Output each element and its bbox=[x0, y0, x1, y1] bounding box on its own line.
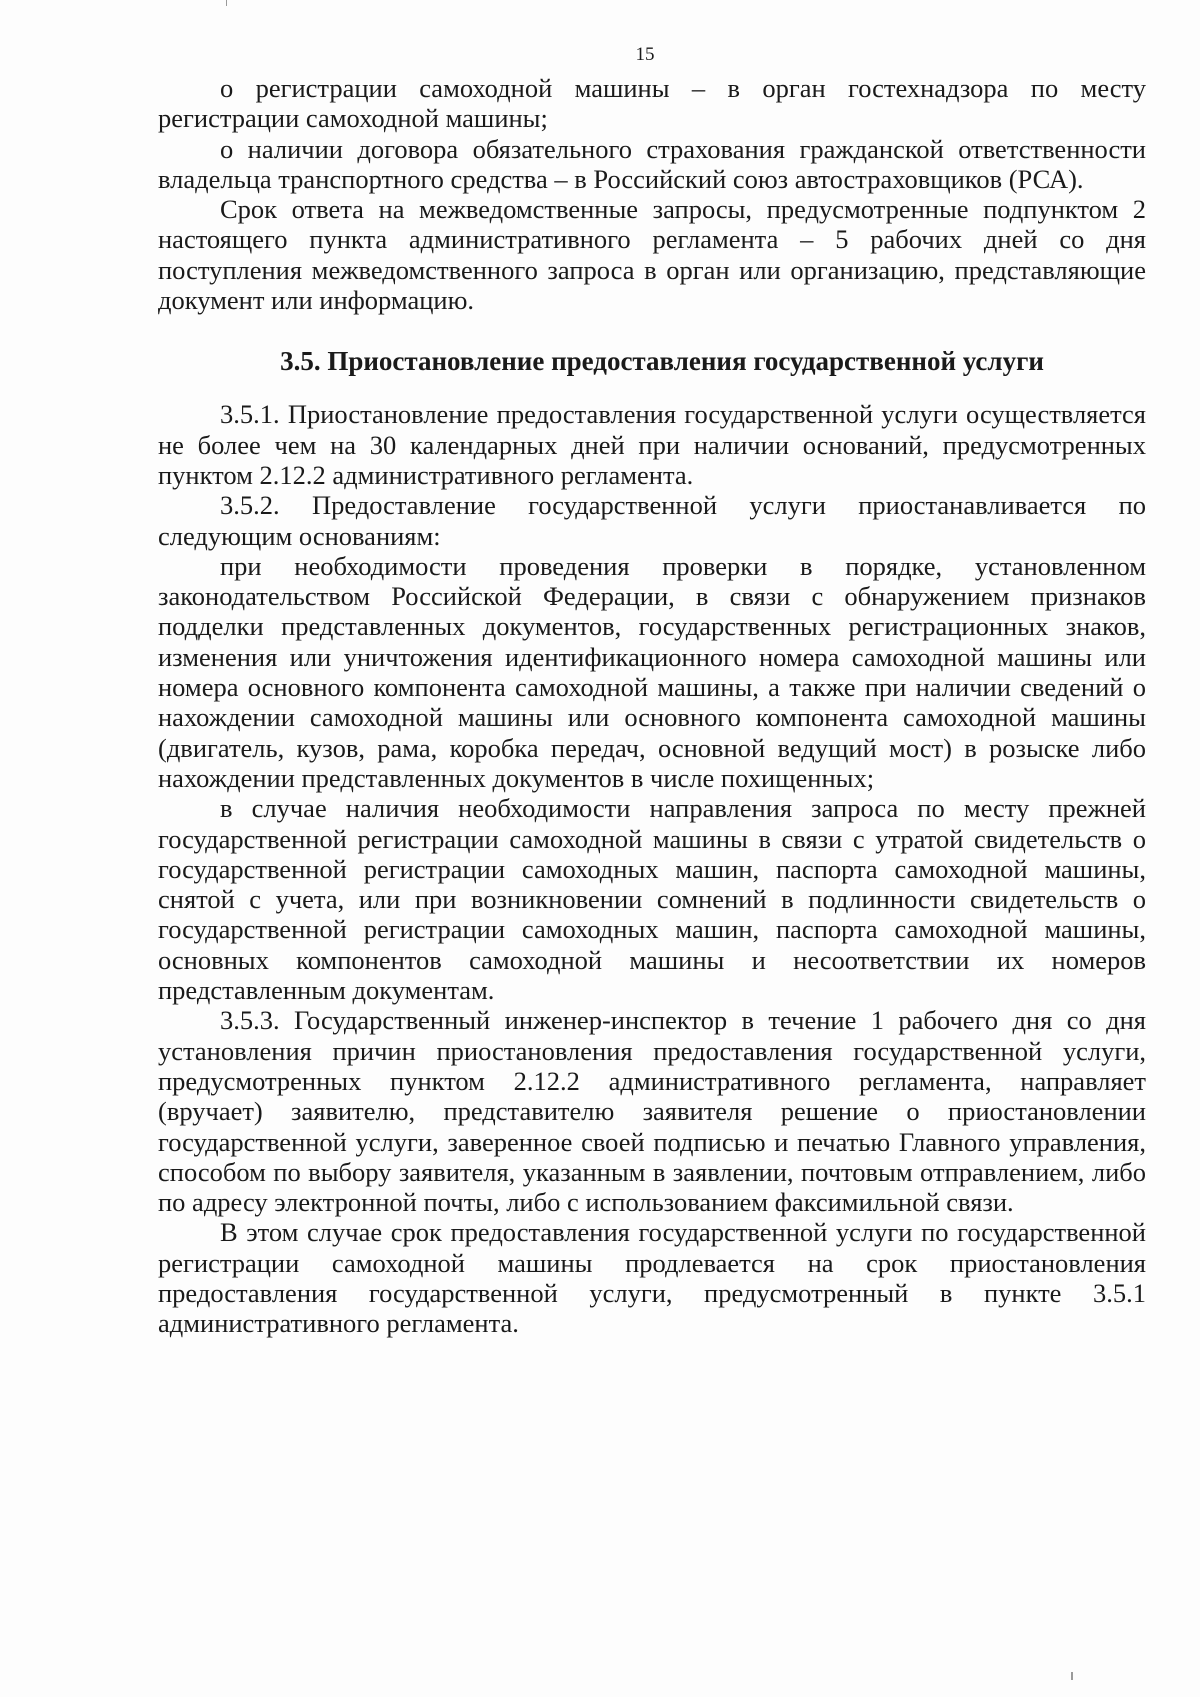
scan-mark bbox=[226, 0, 227, 6]
page-number: 15 bbox=[635, 44, 655, 65]
section-heading: 3.5. Приостановление предоставления государственной услуги bbox=[280, 346, 1044, 377]
paragraph-ground-request: в случае наличия необходимости направления запроса по месту прежней государственной регистрации самоходной машины в связи с утратой свидетельств о государственной регистрации самоходных машин, паспорта самоходной машины, снятой с учета, или при возникновении сомнений в подлинности свидетельств о государственной регистрации самоходных машин, паспорта самоходной машины, основных компонентов самоходной машины и несоответствии их номеров представленным документам. bbox=[158, 793, 1146, 1006]
document-body bbox=[158, 73, 1146, 1339]
paragraph-3-5-2: 3.5.2. Предоставление государственной услуги приостанавливается по следующим основаниям: bbox=[158, 490, 1146, 551]
paragraph-3-5-3: 3.5.3. Государственный инженер-инспектор в течение 1 рабочего дня со дня установления причин приостановления предоставления государственной услуги, предусмотренных пунктом 2.12.2 административного регламента, направляет (вручает) заявителю, представителю заявителя решение о приостановлении государственной услуги, заверенное своей подписью и печатью Главного управления, способом по выбору заявителя, указанным в заявлении, почтовым отправлением, либо по адресу электронной почты, либо с использованием факсимильной связи. bbox=[158, 1005, 1146, 1218]
scan-mark bbox=[1071, 1672, 1073, 1680]
paragraph-3-5-1: 3.5.1. Приостановление предоставления государственной услуги осуществляется не более чем на 30 календарных дней при наличии оснований, предусмотренных пунктом 2.12.2 административного регламента. bbox=[158, 399, 1146, 490]
paragraph-insurance-request: о наличии договора обязательного страхования гражданской ответственности владельца транспортного средства – в Российский союз автостраховщиков (РСА). bbox=[158, 133, 1146, 194]
paragraph-ground-verification: при необходимости проведения проверки в порядке, установленном законодательством Российской Федерации, в связи с обнаружением признаков подделки представленных документов, государственных регистрационных знаков, изменения или уничтожения идентификационного номера самоходной машины или номера основного компонента самоходной машины, а также при наличии сведений о нахождении самоходной машины или основного компонента самоходной машины (двигатель, кузов, рама, коробка передач, основной ведущий мост) в розыске либо нахождении представленных документов в числе похищенных; bbox=[158, 550, 1146, 793]
paragraph-response-deadline: Срок ответа на межведомственные запросы, предусмотренные подпунктом 2 настоящего пункта административного регламента – 5 рабочих дней со дня поступления межведомственного запроса в орган или организацию, представляющие документ или информацию. bbox=[158, 194, 1146, 316]
paragraph-registration-request: о регистрации самоходной машины – в орган гостехнадзора по месту регистрации самоходной машины; bbox=[158, 73, 1146, 134]
paragraph-term-extension: В этом случае срок предоставления государственной услуги по государственной регистрации самоходной машины продлевается на срок приостановления предоставления государственной услуги, предусмотренный в пункте 3.5.1 административного регламента. bbox=[158, 1217, 1146, 1339]
